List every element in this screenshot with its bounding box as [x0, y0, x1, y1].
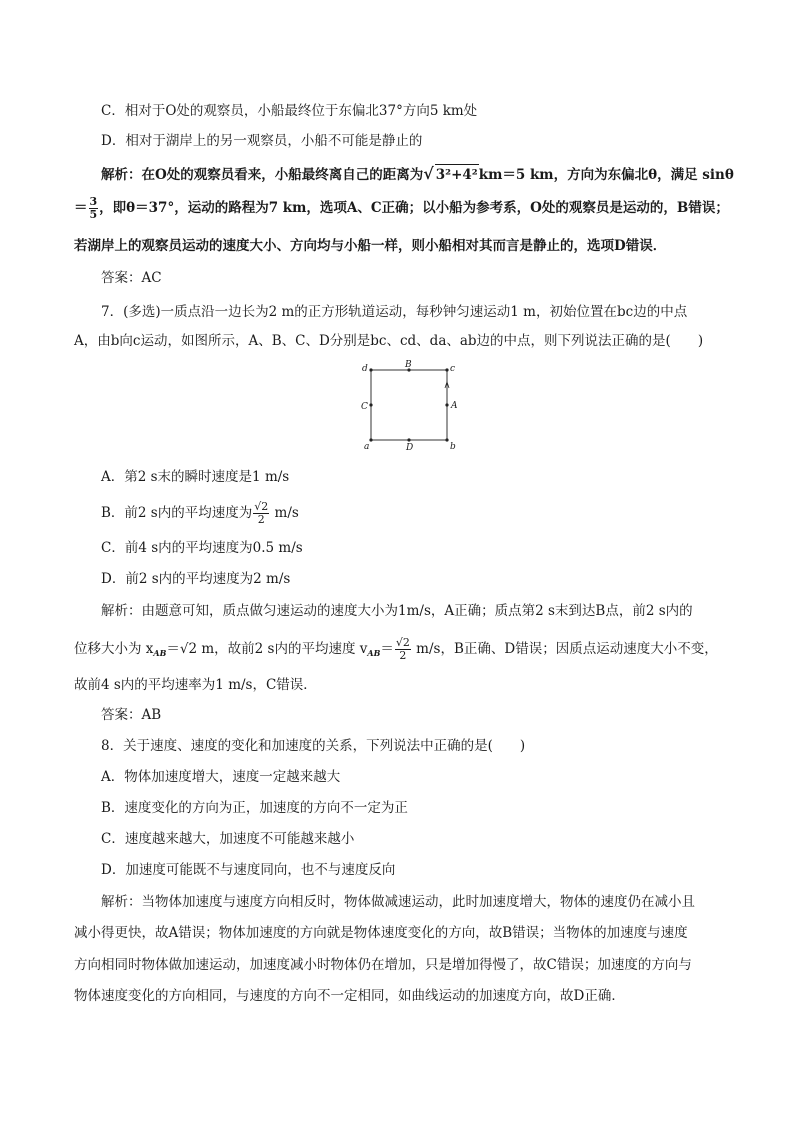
label-C: C [361, 402, 368, 412]
question-8: 8．关于速度、速度的变化和加速度的关系，下列说法中正确的是( ) [101, 738, 526, 754]
question-7-line2: A，由b向c运动，如图所示，A、B、C、D分别是bc、cd、da、ab边的中点，则下列说法正确的是( ) [74, 333, 704, 349]
corner-c-dot [445, 368, 448, 371]
answer-q7: 答案：AB [101, 707, 162, 723]
analysis-q8-line2: 减小得更快，故A错误；物体加速度的方向就是物体速度变化的方向，故B错误；当物体的加速度与速度 [74, 925, 688, 941]
analysis-q8-line3: 方向相同时物体做加速运动，加速度减小时物体仍在增加，只是增加得慢了，故C错误；加速度的方向与 [74, 957, 692, 973]
option-c-q8: C．速度越来越大，加速度不可能越来越小 [101, 831, 355, 847]
square-track [371, 370, 447, 440]
corner-d-dot [369, 368, 372, 371]
label-c: c [450, 364, 456, 374]
corner-a-dot [369, 438, 372, 441]
option-a-q8: A．物体加速度增大，速度一定越来越大 [101, 769, 341, 785]
label-d: d [362, 364, 368, 374]
option-c-q6: C．相对于O处的观察员，小船最终位于东偏北37°方向5 km处 [101, 103, 478, 119]
analysis-q8-line4: 物体速度变化的方向相同，与速度的方向不一定相同，如曲线运动的加速度方向，故D正确． [74, 988, 625, 1004]
square-track-figure [350, 360, 470, 450]
option-b-q8: B．速度变化的方向为正，加速度的方向不一定为正 [101, 800, 408, 816]
option-b-q7: B．前2 s内的平均速度为 $\frac{√2}{2}$ m/s [101, 500, 299, 526]
option-d-q6: D．相对于湖岸上的另一观察员，小船不可能是静止的 [101, 133, 423, 149]
option-d-q8: D．加速度可能既不与速度同向，也不与速度反向 [101, 862, 396, 878]
midpoint-a-dot [445, 403, 448, 406]
label-D: D [406, 443, 414, 450]
analysis-q6-line2: ＝ $\frac{3}{5}$ ，即θ＝37°，运动的路程为7 km，选项A、C正确；以小船为参考系，O处的观察员是运动的，B错误； [74, 195, 729, 221]
analysis-q6-line3: 若湖岸上的观察员运动的速度大小、方向均与小船一样，则小船相对其而言是静止的，选项D错误． [74, 238, 667, 254]
fraction-sqrt2-2-analysis: $\frac{√2}{2}$ [395, 636, 410, 662]
analysis-q7-line3: 故前4 s内的平均速率为1 m/s，C错误． [74, 677, 317, 693]
analysis-q6-line1: 解析：在O处的观察员看来，小船最终离自己的距离为√ 3²+4²km＝5 km，方向为东偏北θ，满足 sinθ [101, 164, 734, 183]
question-7-line1: 7．(多选)一质点沿一边长为2 m的正方形轨道运动，每秒钟匀速运动1 m，初始位置在bc边的中点 [101, 304, 688, 320]
analysis-q8-line1: 解析：当物体加速度与速度方向相反时，物体做减速运动，此时加速度增大，物体的速度仍在减小且 [101, 894, 695, 910]
option-a-q7: A．第2 s末的瞬时速度是1 m/s [101, 469, 290, 485]
option-d-q7: D．前2 s内的平均速度为2 m/s [101, 571, 291, 587]
answer-q6: 答案：AC [101, 270, 162, 286]
analysis-q7-line2: 位移大小为 $x_{AB}=√2$ m，故前2 s内的平均速度 $v_{AB}=$ $\frac{√2}{2}$ m/s，B正确、D错误；因质点运动速度大小不变， [74, 636, 718, 662]
label-a: a [364, 442, 370, 450]
fraction-3-5: $\frac{3}{5}$ [89, 195, 98, 221]
label-B: B [405, 360, 412, 370]
midpoint-d-dot [407, 438, 410, 441]
midpoint-c-dot [369, 403, 372, 406]
corner-b-dot [445, 438, 448, 441]
option-c-q7: C．前4 s内的平均速度为0.5 m/s [101, 540, 303, 556]
label-b: b [450, 442, 456, 450]
fraction-sqrt2-2: $\frac{√2}{2}$ [254, 500, 269, 526]
analysis-q7-line1: 解析：由题意可知，质点做匀速运动的速度大小为1m/s，A正确；质点第2 s末到达B点，前2 s内的 [101, 603, 693, 619]
label-A: A [451, 401, 458, 411]
